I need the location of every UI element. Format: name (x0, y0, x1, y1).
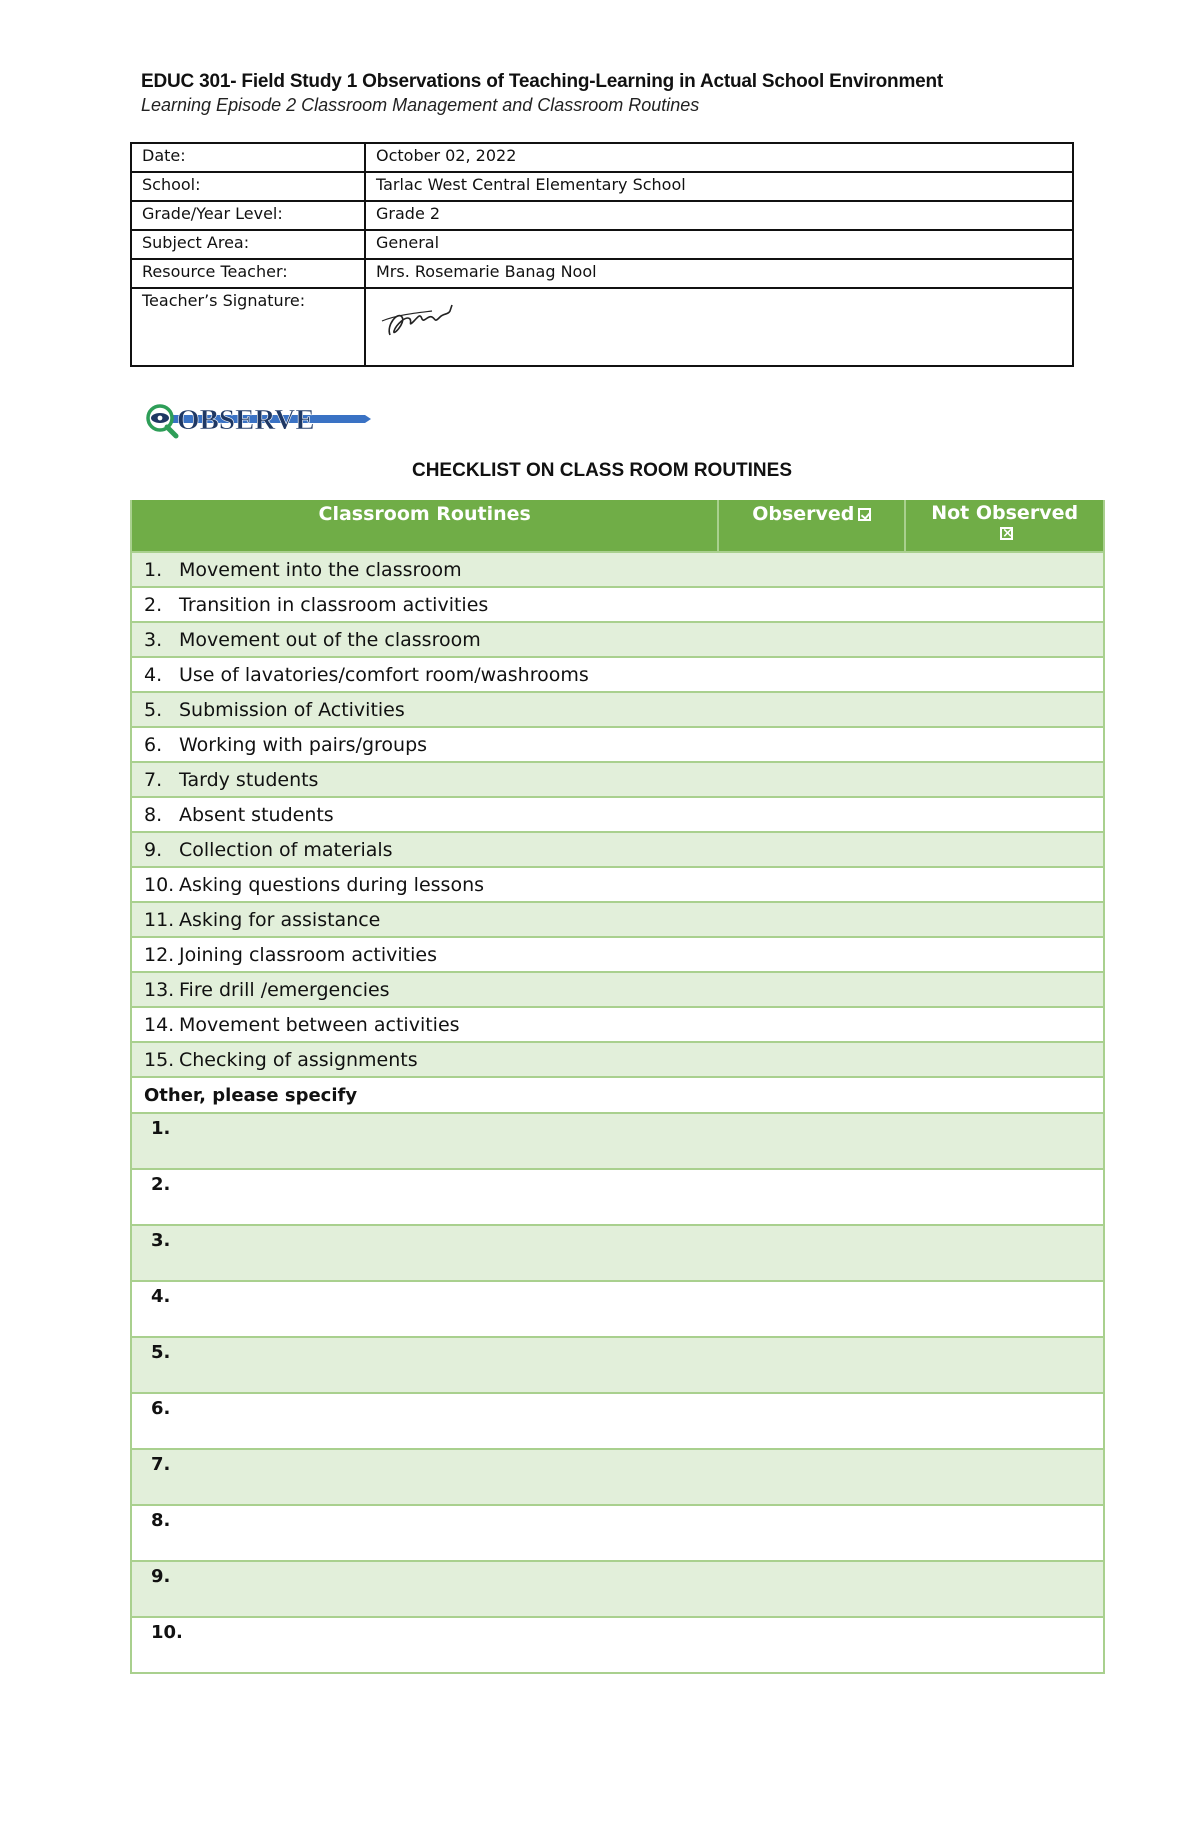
header-routines-label: Classroom Routines (318, 503, 531, 525)
observed-cell (718, 797, 905, 832)
other-specify-label: Other, please specify (131, 1077, 1104, 1113)
routine-number: 6. (144, 733, 163, 756)
routine-cell (131, 902, 718, 937)
routine-label: Movement between activities (179, 1013, 460, 1036)
other-item-number: 9. (151, 1566, 171, 1587)
routine-label: Absent students (179, 803, 334, 826)
observe-logo (141, 398, 371, 440)
other-item-row (131, 1561, 1104, 1617)
header-observed (718, 500, 905, 552)
routine-cell (131, 622, 718, 657)
signature-image (376, 295, 466, 343)
other-item-number: 7. (151, 1454, 171, 1475)
checklist-row (131, 727, 1104, 762)
checklist-row (131, 1007, 1104, 1042)
document-title: EDUC 301- Field Study 1 Observations of Teaching-Learning in Actual School Environment (141, 71, 944, 92)
other-item-row (131, 1505, 1104, 1561)
not-observed-cell (905, 972, 1104, 1007)
routine-number: 7. (144, 768, 163, 791)
checklist-row (131, 622, 1104, 657)
checklist-row (131, 972, 1104, 1007)
info-label: Teacher’s Signature: (131, 288, 365, 366)
info-value: General (365, 230, 1073, 259)
checklist-table (130, 500, 1105, 1674)
not-observed-cell (905, 587, 1104, 622)
info-label: Subject Area: (131, 230, 365, 259)
routine-label: Asking for assistance (179, 908, 381, 931)
other-item-number: 6. (151, 1398, 171, 1419)
info-row-subject (131, 230, 1073, 259)
checklist-row (131, 937, 1104, 972)
checklist-body (131, 552, 1104, 1673)
observed-cell (718, 972, 905, 1007)
header-routines (131, 500, 718, 552)
routine-cell (131, 797, 718, 832)
observed-cell (718, 902, 905, 937)
other-specify-row (131, 1077, 1104, 1113)
observe-logo-text: OBSERVE (177, 404, 315, 436)
info-row-date (131, 143, 1073, 172)
routine-cell (131, 692, 718, 727)
routine-label: Asking questions during lessons (179, 873, 485, 896)
other-item-cell[interactable] (131, 1505, 1104, 1561)
not-observed-cell (905, 832, 1104, 867)
info-value: October 02, 2022 (365, 143, 1073, 172)
other-item-number: 4. (151, 1286, 171, 1307)
other-item-row (131, 1113, 1104, 1169)
checklist-header-row (131, 500, 1104, 552)
routine-label: Collection of materials (179, 838, 393, 861)
not-observed-cell (905, 937, 1104, 972)
observed-cell (718, 657, 905, 692)
observed-cell (718, 587, 905, 622)
info-table (130, 142, 1074, 367)
document-header (141, 70, 1101, 116)
observed-cell (718, 762, 905, 797)
routine-label: Movement out of the classroom (179, 628, 481, 651)
checklist-row (131, 797, 1104, 832)
routine-number: 2. (144, 593, 163, 616)
header-not-observed (905, 500, 1104, 552)
checklist-row (131, 692, 1104, 727)
observed-cell (718, 1042, 905, 1077)
other-item-cell[interactable] (131, 1169, 1104, 1225)
other-item-row (131, 1169, 1104, 1225)
routine-cell (131, 727, 718, 762)
info-label: Resource Teacher: (131, 259, 365, 288)
other-item-row (131, 1281, 1104, 1337)
routine-label: Checking of assignments (179, 1048, 418, 1071)
routine-cell (131, 972, 718, 1007)
other-item-row (131, 1393, 1104, 1449)
signature-cell (365, 288, 1073, 366)
observed-cell (718, 1007, 905, 1042)
checklist-row (131, 902, 1104, 937)
document-subtitle: Learning Episode 2 Classroom Management and Classroom Routines (141, 95, 700, 115)
other-item-number: 5. (151, 1342, 171, 1363)
header-not-observed-label: Not Observed (931, 502, 1079, 524)
info-value: Mrs. Rosemarie Banag Nool (365, 259, 1073, 288)
observed-cell (718, 622, 905, 657)
checklist-row (131, 832, 1104, 867)
routine-label: Working with pairs/groups (179, 733, 428, 756)
other-item-cell[interactable] (131, 1113, 1104, 1169)
info-row-grade (131, 201, 1073, 230)
routine-cell (131, 1042, 718, 1077)
routine-cell (131, 832, 718, 867)
checklist-row (131, 867, 1104, 902)
other-item-cell[interactable] (131, 1561, 1104, 1617)
other-item-cell[interactable] (131, 1337, 1104, 1393)
routine-cell (131, 657, 718, 692)
not-observed-cell (905, 657, 1104, 692)
routine-cell (131, 762, 718, 797)
info-value: Tarlac West Central Elementary School (365, 172, 1073, 201)
routine-number: 8. (144, 803, 163, 826)
observe-banner (141, 398, 371, 440)
observed-cell (718, 692, 905, 727)
other-item-number: 10. (151, 1622, 183, 1643)
routine-number: 12. (144, 943, 175, 966)
magnifier-eye-icon (148, 406, 176, 436)
not-observed-cell (905, 867, 1104, 902)
routine-cell (131, 867, 718, 902)
routine-label: Tardy students (179, 768, 319, 791)
other-item-cell[interactable] (131, 1617, 1104, 1673)
other-item-number: 8. (151, 1510, 171, 1531)
routine-number: 13. (144, 978, 175, 1001)
routine-cell (131, 937, 718, 972)
other-item-cell[interactable] (131, 1281, 1104, 1337)
routine-cell (131, 1007, 718, 1042)
other-item-number: 1. (151, 1118, 171, 1139)
other-item-number: 3. (151, 1230, 171, 1251)
checklist-row (131, 552, 1104, 587)
routine-number: 5. (144, 698, 163, 721)
not-observed-cell (905, 902, 1104, 937)
routine-number: 11. (144, 908, 175, 931)
not-observed-cell (905, 622, 1104, 657)
other-item-cell[interactable] (131, 1393, 1104, 1449)
info-label: Grade/Year Level: (131, 201, 365, 230)
routine-label: Movement into the classroom (179, 558, 462, 581)
info-label: School: (131, 172, 365, 201)
routine-label: Submission of Activities (179, 698, 405, 721)
observed-cell (718, 552, 905, 587)
routine-number: 10. (144, 873, 175, 896)
checklist-row (131, 587, 1104, 622)
routine-number: 3. (144, 628, 163, 651)
not-observed-cell (905, 727, 1104, 762)
routine-label: Transition in classroom activities (179, 593, 489, 616)
checklist-row (131, 1042, 1104, 1077)
not-observed-cell (905, 797, 1104, 832)
routine-number: 14. (144, 1013, 175, 1036)
crossed-box-icon (1000, 527, 1013, 540)
observed-cell (718, 832, 905, 867)
info-row-signature (131, 288, 1073, 366)
header-observed-label: Observed (752, 503, 855, 525)
other-item-row (131, 1617, 1104, 1673)
checklist-row (131, 657, 1104, 692)
info-row-teacher (131, 259, 1073, 288)
other-item-row (131, 1449, 1104, 1505)
routine-label: Fire drill /emergencies (179, 978, 390, 1001)
not-observed-cell (905, 692, 1104, 727)
not-observed-cell (905, 762, 1104, 797)
routine-label: Use of lavatories/comfort room/washrooms (179, 663, 589, 686)
checklist-title: CHECKLIST ON CLASS ROOM ROUTINES (411, 460, 792, 481)
routine-cell (131, 587, 718, 622)
routine-label: Joining classroom activities (179, 943, 437, 966)
not-observed-cell (905, 1042, 1104, 1077)
other-item-row (131, 1225, 1104, 1281)
not-observed-cell (905, 552, 1104, 587)
other-item-row (131, 1337, 1104, 1393)
not-observed-cell (905, 1007, 1104, 1042)
routine-number: 4. (144, 663, 163, 686)
observed-cell (718, 727, 905, 762)
routine-number: 9. (144, 838, 163, 861)
routine-number: 15. (144, 1048, 175, 1071)
observed-cell (718, 867, 905, 902)
observed-cell (718, 937, 905, 972)
checked-box-icon (858, 508, 871, 521)
other-item-cell[interactable] (131, 1449, 1104, 1505)
routine-number: 1. (144, 558, 163, 581)
info-label: Date: (131, 143, 365, 172)
checklist-row (131, 762, 1104, 797)
info-value: Grade 2 (365, 201, 1073, 230)
other-item-number: 2. (151, 1174, 171, 1195)
other-item-cell[interactable] (131, 1225, 1104, 1281)
routine-cell (131, 552, 718, 587)
info-row-school (131, 172, 1073, 201)
